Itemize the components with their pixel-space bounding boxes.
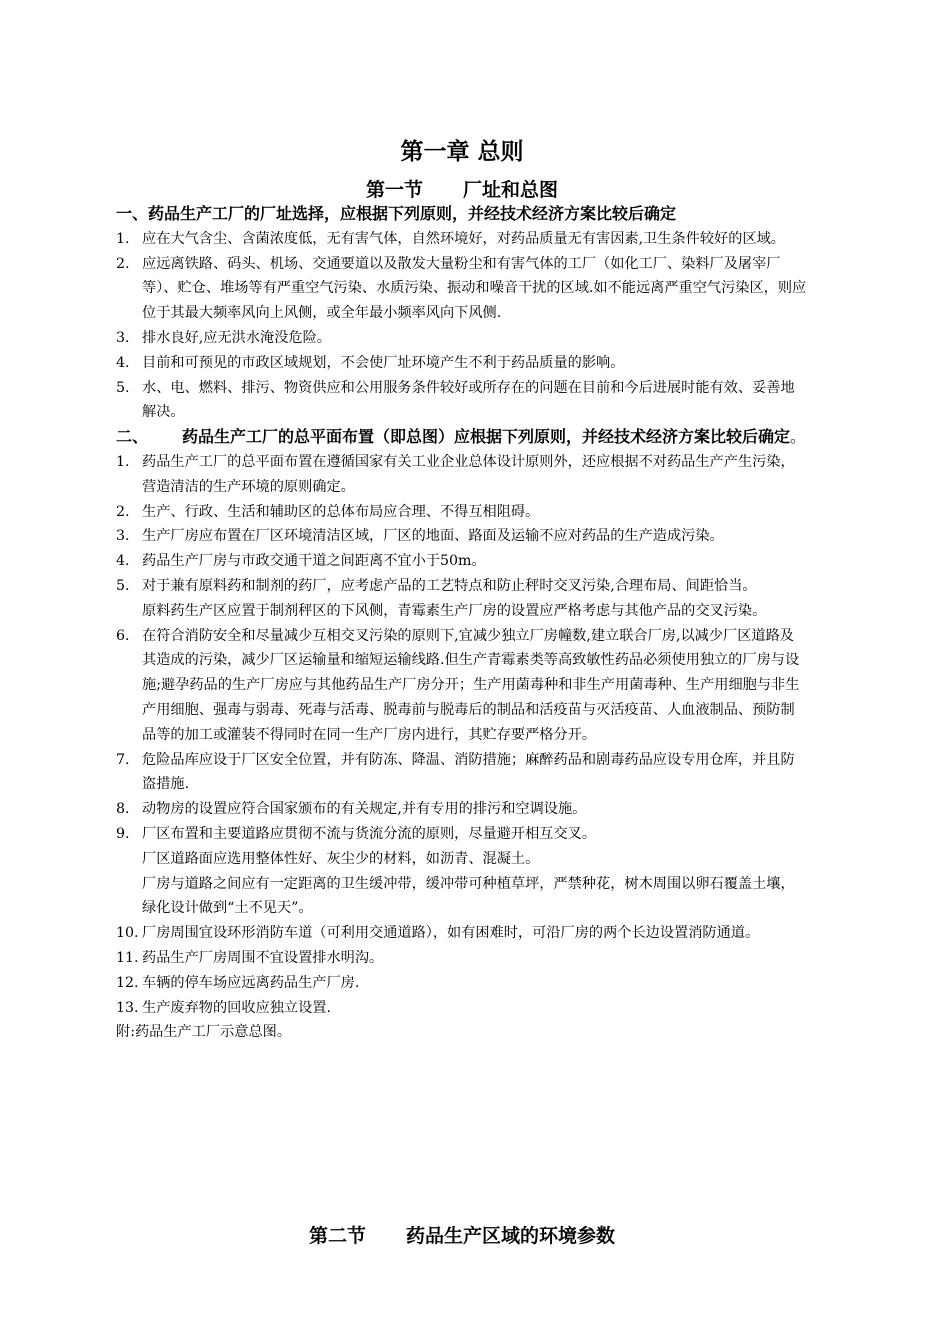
list-item-number: 11.	[116, 949, 139, 966]
list-item-number: 1.	[116, 230, 130, 247]
part-2-heading	[116, 425, 808, 450]
list-item	[116, 351, 808, 376]
list-item-text: 车辆的停车场应远离药品生产厂房.	[142, 974, 360, 991]
list-item-number: 13.	[116, 999, 139, 1016]
list-item-text: 厂区布置和主要道路应贯彻不流与货流分流的原则，尽量避开相互交叉。	[142, 825, 597, 842]
list-item-number: 6.	[116, 627, 130, 644]
section-1-number: 第一节	[365, 179, 423, 201]
part-2-label: 二、	[116, 427, 149, 447]
list-item-number: 7.	[116, 751, 130, 768]
list-sub-paragraph: 厂区道路面应选用整体性好、灰尘少的材料，如沥青、混凝土。	[142, 850, 540, 867]
part-1-list	[116, 227, 808, 425]
section-1-title: 厂址和总图	[463, 179, 559, 201]
part-2-heading-text: 药品生产工厂的总平面布置（即总图）应根据下列原则，并经技术经济方案比较后确定	[182, 427, 791, 447]
section-2-number: 第二节	[308, 1225, 366, 1247]
list-item	[116, 574, 808, 599]
list-item-number: 10.	[116, 925, 139, 942]
part-2-heading-tail: 。	[790, 427, 807, 447]
list-item	[116, 500, 808, 525]
list-item-text: 在符合消防安全和尽量减少互相交叉污染的原则下,宜减少独立厂房幢数,建立联合厂房,以减少厂区道路及其造成的污染，减少厂区运输量和缩短运输线路.但生产青霉素类等高致敏性药品必须使用独立的厂房与设施;避孕药品的生产厂房应与其他药品生产厂房分开；生产用菌毒种和非生产用菌毒种、生产用细胞与非生产用细胞、强毒与弱毒、死毒与活毒、脱毒前与脱毒后的制品和活疫苗与灭活疫苗、人血液制品、预防制品等的加工或灌装不得同时在同一生产厂房内进行，其贮存要严格分开。	[142, 627, 800, 743]
list-item-text: 药品生产厂房与市政交通干道之间距离不宜小于50m。	[142, 553, 486, 570]
list-sub-paragraph: 原料药生产区应置于制剂秤区的下风侧，青霉素生产厂房的设置应严格考虑与其他产品的交叉污染。	[142, 602, 767, 619]
list-item-text: 水、电、燃料、排污、物资供应和公用服务条件较好或所存在的问题在目前和今后进展时能有效、妥善地解决。	[142, 379, 795, 421]
list-item-number: 3.	[116, 329, 130, 346]
list-item	[116, 748, 808, 798]
list-item-text: 应远离铁路、码头、机场、交通要道以及散发大量粉尘和有害气体的工厂（如化工厂、染料厂及屠宰厂等）、贮仓、堆场等有严重空气污染、水质污染、振动和噪音干扰的区域.如不能远离严重空气污染区，则应位于其最大频率风向上风侧，或全年最小频率风向下风侧.	[142, 255, 807, 322]
list-item	[116, 450, 808, 500]
list-item	[116, 252, 808, 326]
part-2-list	[116, 450, 808, 1020]
list-item-text: 厂房周围宜设环形消防车道（可利用交通道路），如有困难时，可沿厂房的两个长边设置消防通道。	[142, 925, 760, 942]
list-sub-paragraph: 厂房与道路之间应有一定距离的卫生缓冲带，缓冲带可种植草坪，严禁种花，树木周围以卵石覆盖土壤，绿化设计做到“土不见天”。	[142, 875, 795, 917]
list-item-text: 药品生产工厂的总平面布置在遵循国家有关工业企业总体设计原则外，还应根据不对药品生产产生污染，营造清洁的生产环境的原则确定。	[142, 453, 795, 495]
list-item	[116, 946, 808, 971]
list-item-number: 3.	[116, 528, 130, 545]
list-item-text: 危险品库应设于厂区安全位置，并有防冻、降温、消防措施；麻醉药品和剧毒药品应设专用仓库，并且防盗措施.	[142, 751, 795, 793]
list-item	[116, 227, 808, 252]
section-2-title: 药品生产区域的环境参数	[406, 1225, 616, 1247]
list-item-text: 应在大气含尘、含菌浓度低，无有害气体，自然环境好，对药品质量无有害因素,卫生条件较好的区域。	[142, 230, 785, 247]
list-item-number: 8.	[116, 801, 130, 818]
section-2-heading	[0, 1221, 924, 1248]
list-item	[116, 326, 808, 351]
list-item-number: 4.	[116, 354, 130, 371]
list-item-text: 对于兼有原料药和制剂的药厂，应考虑产品的工艺特点和防止秤时交叉污染,合理布局、间距恰当。	[142, 577, 757, 594]
section-1-heading	[0, 175, 924, 202]
list-item-number: 12.	[116, 974, 139, 991]
document-body	[116, 202, 808, 1045]
list-item	[116, 624, 808, 748]
list-item-number: 4.	[116, 553, 130, 570]
chapter-title: 第一章 总则	[400, 139, 524, 165]
list-item	[116, 822, 808, 847]
list-item	[116, 524, 808, 549]
list-item-text: 生产厂房应布置在厂区环境清洁区域，厂区的地面、路面及运输不应对药品的生产造成污染。	[142, 528, 724, 545]
list-item	[116, 971, 808, 996]
list-item-number: 5.	[116, 577, 130, 594]
list-item-number: 2.	[116, 503, 130, 520]
list-item-number: 9.	[116, 825, 130, 842]
list-item-number: 1.	[116, 453, 130, 470]
appendix-note: 附:药品生产工厂示意总图。	[116, 1024, 292, 1041]
list-item-text: 排水良好,应无洪水淹没危险。	[142, 329, 331, 346]
list-item-text: 目前和可预见的市政区域规划，不会使厂址环境产生不利于药品质量的影响。	[142, 354, 625, 371]
list-item-text: 动物房的设置应符合国家颁布的有关规定,并有专用的排污和空调设施。	[142, 801, 587, 818]
list-item-number: 2.	[116, 255, 130, 272]
list-item-text: 药品生产厂房周围不宜设置排水明沟。	[142, 949, 384, 966]
list-item	[116, 376, 808, 426]
list-item	[116, 996, 808, 1021]
list-item-text: 生产废弃物的回收应独立设置.	[142, 999, 331, 1016]
list-item	[116, 549, 808, 574]
list-item	[116, 921, 808, 946]
part-1-heading: 一、药品生产工厂的厂址选择，应根据下列原则，并经技术经济方案比较后确定	[116, 204, 677, 223]
list-item	[116, 797, 808, 822]
list-item-number: 5.	[116, 379, 130, 396]
list-item-text: 生产、行政、生活和辅助区的总体布局应合理、不得互相阻碍。	[142, 503, 540, 520]
